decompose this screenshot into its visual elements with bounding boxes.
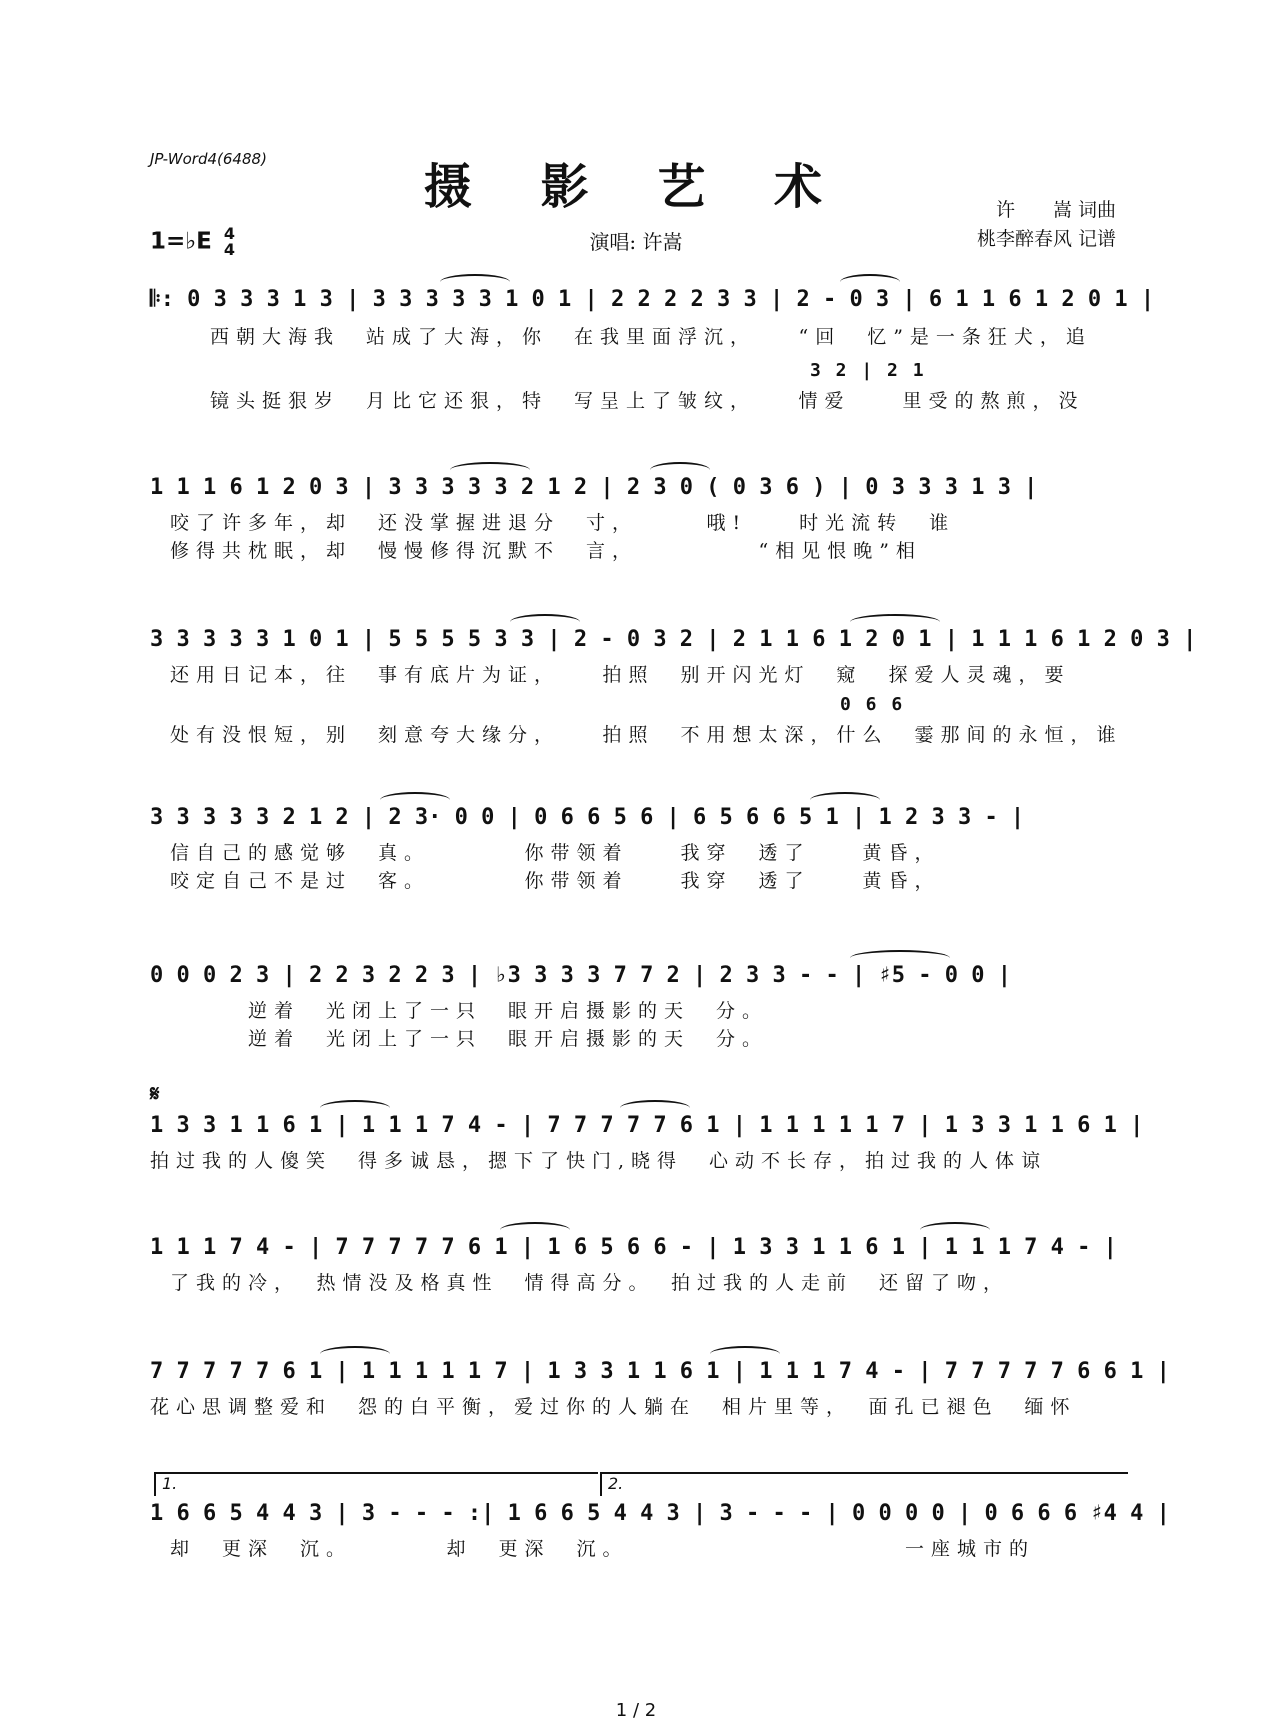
slur — [620, 1100, 690, 1116]
notation-row: 3 3 3 3 3 1 0 1 | 5 5 5 5 3 3 | 2 - 0 3 2 | 2 1 1 6 1 2 0 1 | 1 1 1 6 1 2 0 3 | — [150, 627, 1197, 652]
slur — [650, 462, 710, 478]
slur — [710, 1346, 780, 1362]
slur — [850, 950, 950, 966]
notation-row: 1 6 6 5 4 4 3 | 3 - - - :| 1 6 6 5 4 4 3 | 3 - - - | 0 0 0 0 | 0 6 6 6 ♯4 4 | — [150, 1501, 1170, 1526]
lyric-verse-1: 却 更深 沉。 却 更深 沉。 一座城市的 — [170, 1538, 1036, 1560]
time-top: 4 — [223, 224, 235, 243]
slur — [320, 1100, 390, 1116]
slur — [440, 274, 510, 290]
performer: 演唱: 许嵩 — [589, 230, 683, 254]
lyric-verse-2: 镜头挺狠岁 月比它还狠，特 写呈上了皱纹， 情爱 里受的熬煎，没 — [210, 390, 1085, 412]
slur — [380, 792, 450, 808]
notation-row: 1 3 3 1 1 6 1 | 1 1 1 7 4 - | 7 7 7 7 7 6 1 | 1 1 1 1 1 7 | 1 3 3 1 1 6 1 | — [150, 1113, 1144, 1138]
slur — [840, 274, 900, 290]
slur — [850, 614, 940, 630]
lyric-verse-1: 花心思调整爱和 怨的白平衡，爱过你的人躺在 相片里等， 面孔已褪色 缅怀 — [150, 1396, 1077, 1418]
lyric-verse-2: 处有没恨短，别 刻意夸大缘分， 拍照 不用想太深，什么 霎那间的永恒，谁 — [170, 724, 1123, 746]
segno-icon: 𝄋 — [150, 1082, 160, 1107]
slur — [320, 1346, 390, 1362]
lyric-verse-1: 逆着 光闭上了一只 眼开启摄影的天 分。 — [170, 1000, 769, 1022]
time-bottom: 4 — [223, 240, 235, 259]
slur — [510, 614, 580, 630]
page-number: 1 / 2 — [615, 1700, 657, 1721]
slur — [810, 792, 880, 808]
slur — [920, 1222, 990, 1238]
notation-row: 3 3 3 3 3 2 1 2 | 2 3· 0 0 | 0 6 6 5 6 | 6 5 6 6 5 1 | 1 2 3 3 - | — [150, 805, 1025, 830]
lyric-verse-1: 还用日记本，往 事有底片为证， 拍照 别开闪光灯 窥 探爱人灵魂，要 — [170, 664, 1071, 686]
song-title: 摄 影 艺 术 — [423, 159, 849, 215]
first-ending: 1. — [154, 1472, 598, 1496]
lyric-verse-1: 了我的冷， 热情没及格真性 情得高分。 拍过我的人走前 还留了吻， — [170, 1272, 1010, 1294]
second-ending: 2. — [600, 1472, 1128, 1496]
alternate-notes: 3 2 | 2 1 — [810, 360, 926, 381]
lyric-verse-1: 拍过我的人傻笑 得多诚恳，摁下了快门,晓得 心动不长存，拍过我的人体谅 — [150, 1150, 1048, 1172]
notation-row: 7 7 7 7 7 6 1 | 1 1 1 1 1 7 | 1 3 3 1 1 6 1 | 1 1 1 7 4 - | 7 7 7 7 7 6 6 1 | — [150, 1359, 1170, 1384]
alternate-notes: 0 6 6 — [840, 694, 905, 715]
lyric-verse-2: 修得共枕眠，却 慢慢修得沉默不 言， “相见恨晚”相 — [170, 540, 922, 562]
notation-row: 0 0 0 2 3 | 2 2 3 2 2 3 | ♭3 3 3 3 7 7 2 | 2 3 3 - - | ♯5 - 0 0 | — [150, 963, 1011, 988]
notation-row: 1 1 1 6 1 2 0 3 | 3 3 3 3 3 2 1 2 | 2 3 0 ( 0 3 6 ) | 0 3 3 3 1 3 | — [150, 475, 1038, 500]
software-label: JP-Word4(6488) — [150, 150, 267, 168]
lyric-verse-1: 西朝大海我 站成了大海，你 在我里面浮沉， “回 忆”是一条狂犬，追 — [210, 326, 1092, 348]
lyricist-composer: 许 嵩 词曲 — [995, 199, 1116, 221]
lyric-verse-1: 咬了许多年，却 还没掌握进退分 寸， 哦! 时光流转 谁 — [170, 512, 956, 534]
lyric-verse-2: 咬定自己不是过 客。 你带领着 我穿 透了 黄昏， — [170, 870, 941, 892]
notation-row: 𝄆: 0 3 3 3 1 3 | 3 3 3 3 3 1 0 1 | 2 2 2 2 3 3 | 2 - 0 3 | 6 1 1 6 1 2 0 1 | — [150, 287, 1155, 312]
lyric-verse-2: 逆着 光闭上了一只 眼开启摄影的天 分。 — [170, 1028, 769, 1050]
transcriber: 桃李醉春风 记谱 — [976, 228, 1116, 250]
notation-row: 1 1 1 7 4 - | 7 7 7 7 7 6 1 | 1 6 5 6 6 - | 1 3 3 1 1 6 1 | 1 1 1 7 4 - | — [150, 1235, 1117, 1260]
slur — [500, 1222, 570, 1238]
lyric-verse-1: 信自己的感觉够 真。 你带领着 我穿 透了 黄昏， — [170, 842, 941, 864]
slur — [450, 462, 530, 478]
key-label: 1=♭E — [150, 228, 212, 255]
